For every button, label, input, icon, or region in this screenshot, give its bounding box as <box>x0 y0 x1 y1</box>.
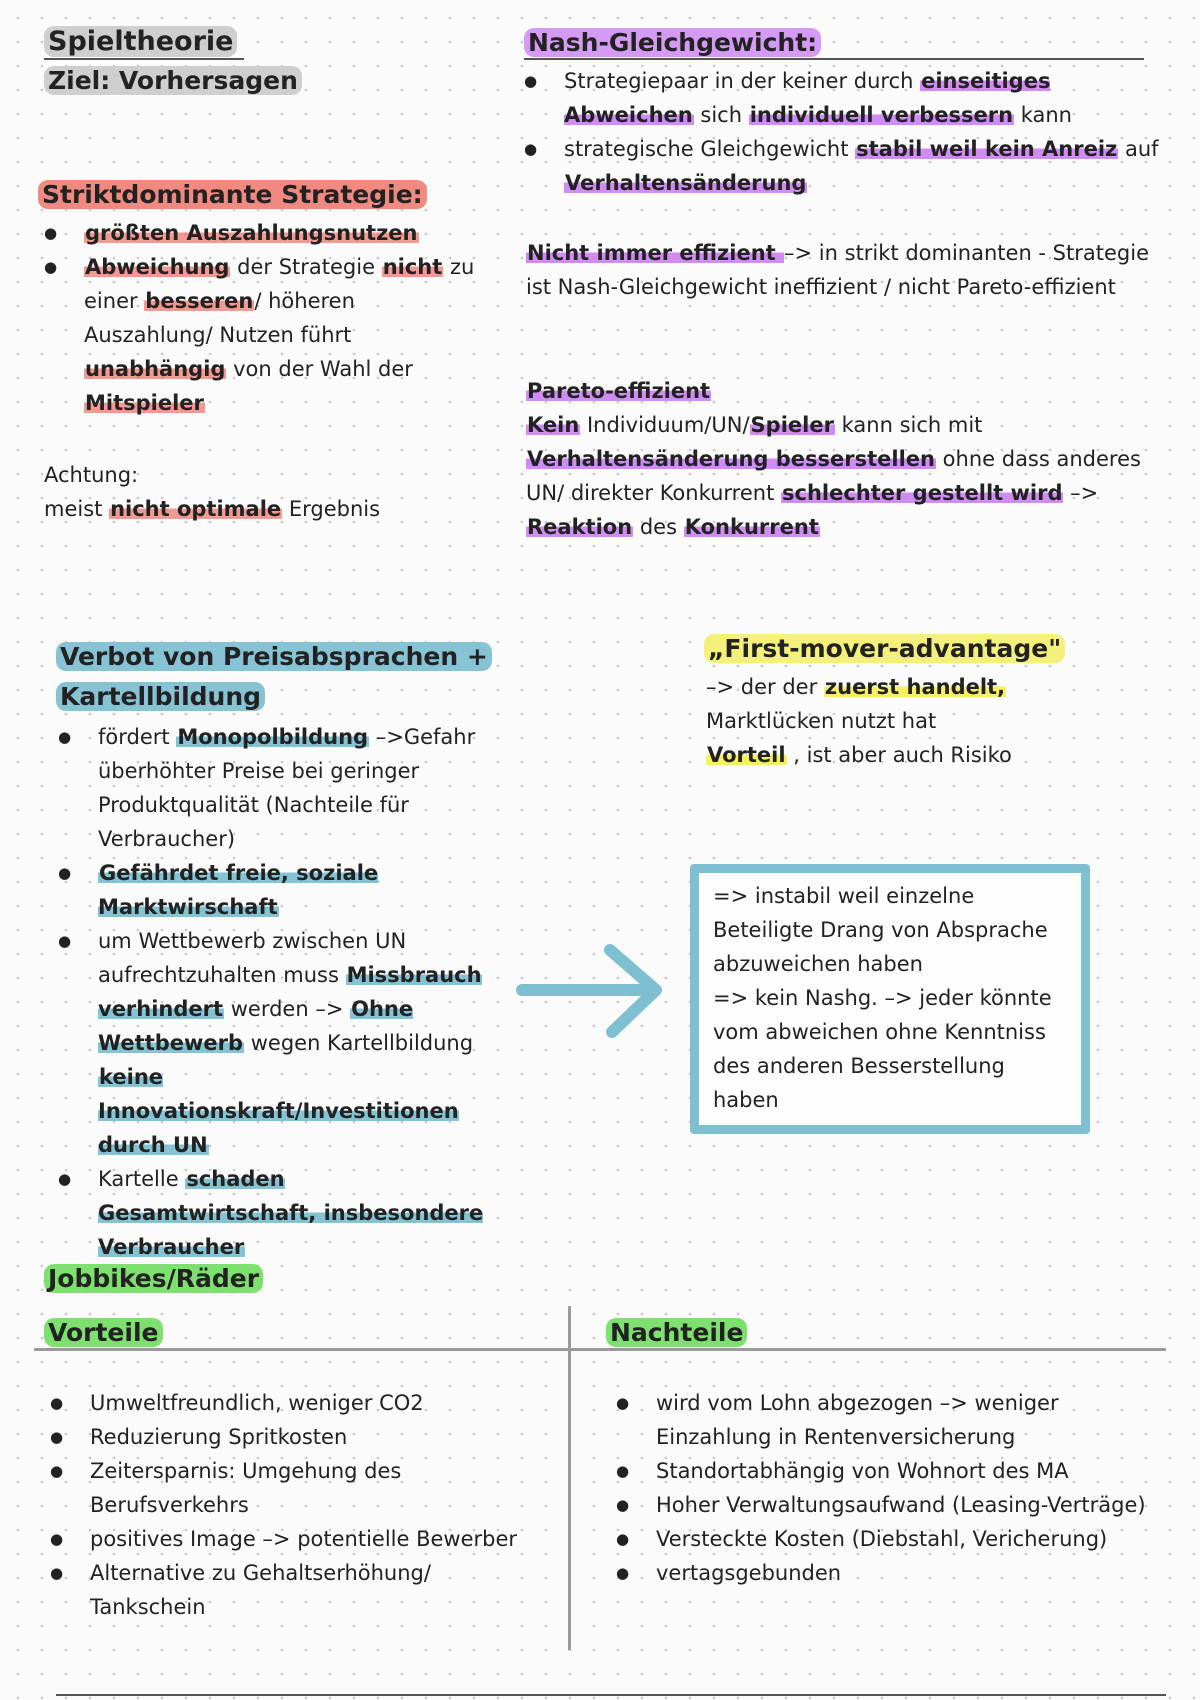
first-mover-header <box>704 632 1065 666</box>
list-item: ● Gefährdet freie, soziale Marktwirschaft <box>58 856 498 924</box>
nachteile-list <box>616 1386 1156 1590</box>
list-item: ● wird vom Lohn abgezogen –> weniger Einzahlung in Rentenversicherung <box>616 1386 1156 1454</box>
nachteile-list-wrap <box>616 1386 1156 1590</box>
first-mover-text: –> der der zuerst handelt, Marktlücken nutzt hat Vorteil , ist aber auch Risiko <box>706 675 1012 767</box>
subtitle: Ziel: Vorhersagen <box>44 66 302 95</box>
spieltheorie-underline <box>44 58 244 60</box>
achtung-text: meist nicht optimale Ergebnis <box>44 497 381 521</box>
table-divider <box>568 1306 571 1650</box>
spieltheorie-header <box>44 24 237 60</box>
jobbikes-title: Jobbikes/Räder <box>44 1264 263 1293</box>
list-item: ● Umweltfreundlich, weniger CO2 <box>50 1386 550 1420</box>
pareto-section <box>526 374 1166 544</box>
page-title: Spieltheorie <box>44 26 237 57</box>
list-item: ● Zeitersparnis: Umgehung des Berufsverkehrs <box>50 1454 550 1522</box>
list-item: ● Versteckte Kosten (Diebstahl, Vericherung) <box>616 1522 1156 1556</box>
list-item: ● Abweichung der Strategie nicht zu einer besseren/ höheren Auszahlung/ Nutzen führt unabhängig von der Wahl der Mitspieler <box>44 250 484 420</box>
list-item: ● Hoher Verwaltungsaufwand (Leasing-Verträge) <box>616 1488 1156 1522</box>
verbot-title: Verbot von Preisabsprachen + <box>56 642 492 671</box>
vorteile-list <box>50 1386 550 1624</box>
vorteile-header <box>44 1316 163 1350</box>
bottom-rule <box>56 1694 1166 1696</box>
verbot-header-2 <box>56 680 265 714</box>
verbot-list-wrap <box>58 720 498 1264</box>
first-mover-title: „First-mover-advantage" <box>704 634 1065 663</box>
achtung-note <box>44 458 484 526</box>
list-item: ● strategische Gleichgewicht stabil weil kein Anreiz auf Verhaltensänderung <box>524 132 1164 200</box>
pareto-text: Kein Individuum/UN/Spieler kann sich mit Verhaltensänderung besserstellen ohne dass anderes UN/ direkter Konkurrent schlechter gestellt wird –> Reaktion des Konkurrent <box>526 413 1141 539</box>
effizienz-note: Nicht immer effizient –> in strikt dominanten - Strategie ist Nash-Gleichgewicht ineffizient / nicht Pareto-effizient <box>526 241 1149 299</box>
list-item: ● Reduzierung Spritkosten <box>50 1420 550 1454</box>
nachteile-title: Nachteile <box>606 1318 747 1347</box>
nash-title: Nash-Gleichgewicht: <box>524 28 821 57</box>
vorteile-list-wrap <box>50 1386 550 1624</box>
strikt-title: Striktdominante Strategie: <box>38 180 427 209</box>
nash-list <box>524 64 1164 200</box>
nash-underline <box>524 58 1144 60</box>
verbot-list <box>58 720 498 1264</box>
list-item: ● vertagsgebunden <box>616 1556 1156 1590</box>
ziel-header <box>44 64 302 98</box>
nash-list-wrap <box>524 64 1164 200</box>
strikt-list-wrap <box>44 216 484 420</box>
strikt-list <box>44 216 484 420</box>
nachteile-header <box>606 1316 747 1350</box>
list-item: ● Strategiepaar in der keiner durch einseitiges Abweichen sich individuell verbessern kann <box>524 64 1164 132</box>
jobbikes-header <box>44 1262 263 1296</box>
verbot-header-1 <box>56 640 492 674</box>
kartell-title: Kartellbildung <box>56 682 265 711</box>
table-header-rule <box>34 1348 1166 1351</box>
nash-header <box>524 26 821 60</box>
list-item: ● positives Image –> potentielle Bewerber <box>50 1522 550 1556</box>
list-item: ● fördert Monopolbildung –>Gefahr überhöhter Preise bei geringer Produktqualität (Nachteile für Verbraucher) <box>58 720 498 856</box>
pareto-title: Pareto-effizient <box>527 379 711 403</box>
achtung-label: Achtung: <box>44 463 139 487</box>
list-item: ● Standortabhängig von Wohnort des MA <box>616 1454 1156 1488</box>
list-item: ● um Wettbewerb zwischen UN aufrechtzuhalten muss Missbrauch verhindert werden –> Ohne Wettbewerb wegen Kartellbildung keine Innovationskraft/Investitionen durch UN <box>58 924 498 1162</box>
list-item: ● Alternative zu Gehaltserhöhung/ Tankschein <box>50 1556 550 1624</box>
vorteile-title: Vorteile <box>44 1318 163 1347</box>
strikt-header <box>38 178 427 212</box>
arrow-right-icon <box>516 940 668 1040</box>
box-text-2: => kein Nashg. –> jeder könnte vom abweichen ohne Kenntniss des anderen Besserstellung haben <box>713 986 1052 1112</box>
instabil-box <box>690 864 1090 1134</box>
list-item: ● Kartelle schaden Gesamtwirtschaft, insbesondere Verbraucher <box>58 1162 498 1264</box>
box-text-1: => instabil weil einzelne Beteiligte Drang von Absprache abzuweichen haben <box>713 884 1048 976</box>
list-item: ● größten Auszahlungsnutzen <box>44 216 484 250</box>
